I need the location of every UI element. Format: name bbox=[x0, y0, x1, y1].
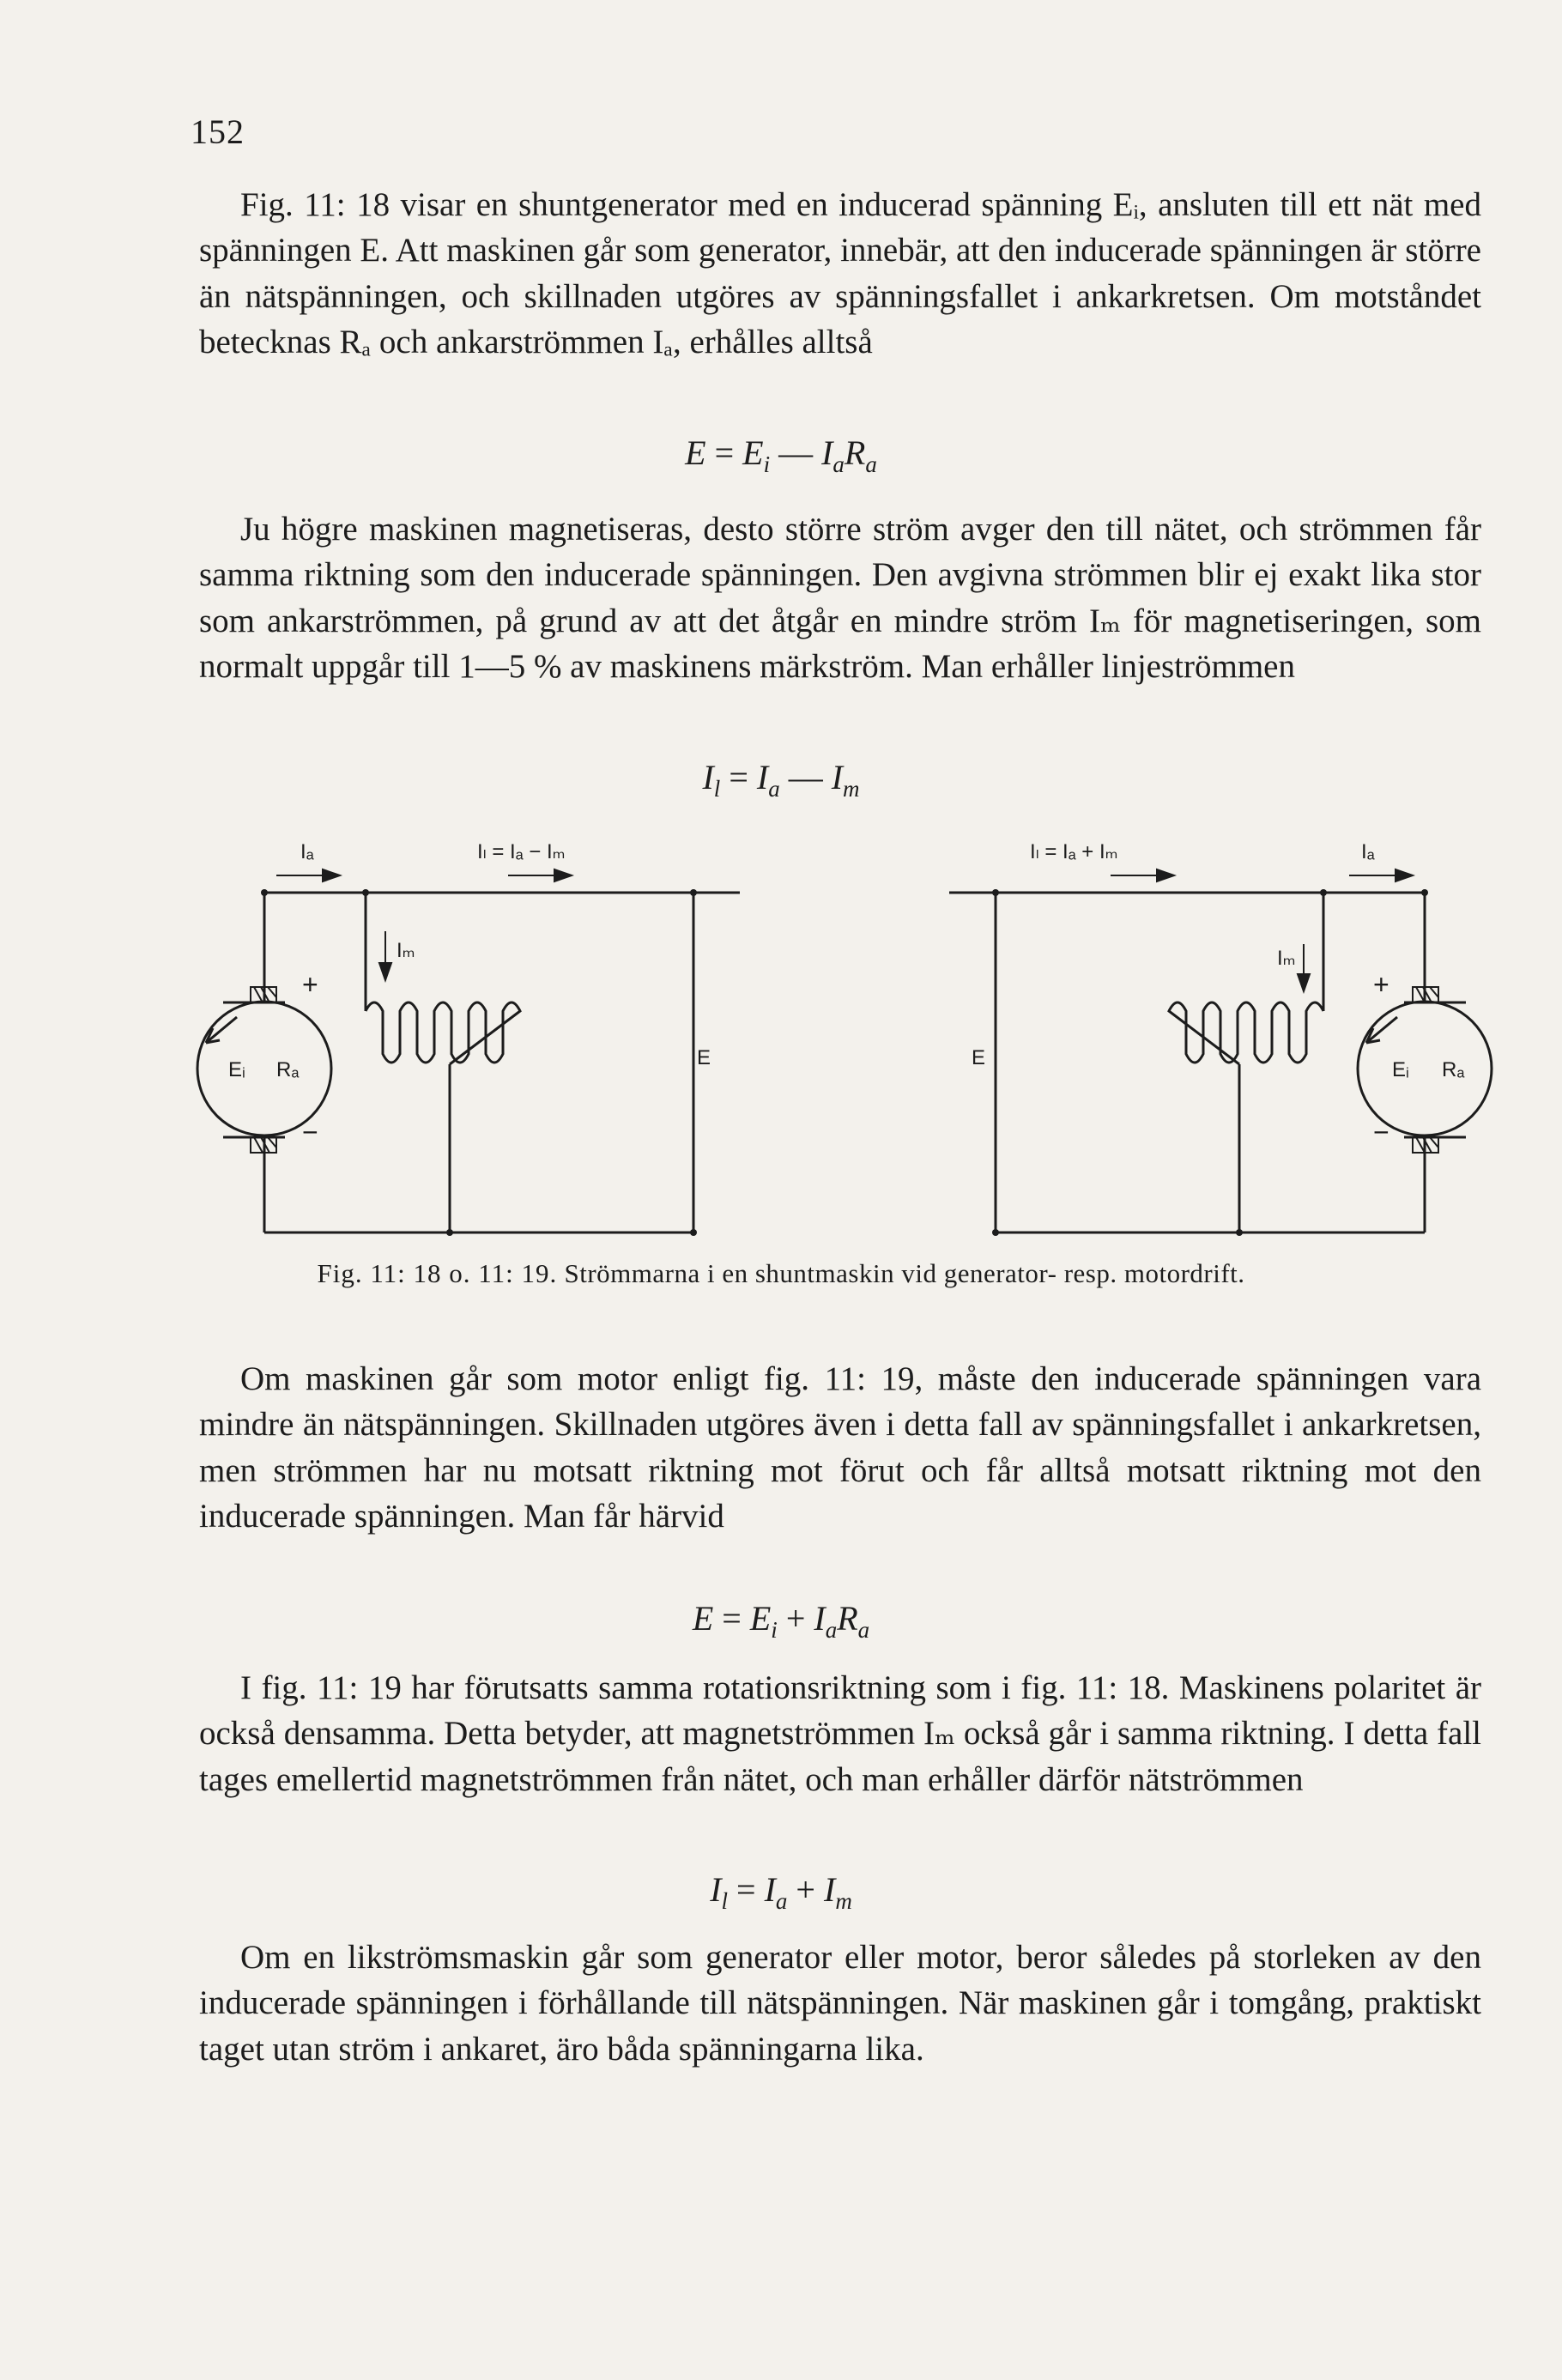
formula-4-term-2-sub: m bbox=[835, 1888, 852, 1914]
right-arrow-im bbox=[1298, 944, 1310, 991]
formula-2-equals: = bbox=[729, 758, 748, 796]
formula-3 bbox=[0, 1598, 1562, 1644]
paragraph-5-text: Om en likströmsmaskin går som generator eller motor, beror således på storleken av den inducerade spänningen i förhållande till nätspänningen. När maskinen går i tomgång, praktiskt taget utan ström i ankaret, äro båda spänningarna lika. bbox=[199, 1939, 1481, 2068]
right-arrow-ia bbox=[1349, 869, 1413, 881]
formula-1-term-1: E bbox=[742, 433, 764, 472]
right-label-plus: + bbox=[1373, 969, 1389, 1000]
formula-3-term-2a: I bbox=[814, 1599, 826, 1638]
formula-1-equals: = bbox=[714, 433, 735, 472]
formula-3-equals: = bbox=[722, 1599, 742, 1638]
formula-3-term-1-sub: i bbox=[771, 1617, 778, 1643]
paragraph-1 bbox=[199, 182, 1481, 365]
formula-4-term-1: I bbox=[764, 1870, 776, 1909]
paragraph-2 bbox=[199, 506, 1481, 689]
formula-4-term-2: I bbox=[823, 1870, 836, 1909]
current-arrows bbox=[276, 869, 1413, 991]
formula-2-lhs: I bbox=[702, 758, 714, 796]
formula-1-term-1-sub: i bbox=[763, 451, 771, 477]
left-arrow-ia bbox=[276, 869, 340, 881]
left-label-plus: + bbox=[302, 969, 318, 1000]
right-label-im: Iₘ bbox=[1277, 947, 1296, 970]
left-field-coil bbox=[366, 1002, 520, 1064]
right-label-ra: Rₐ bbox=[1442, 1058, 1465, 1081]
formula-2-operator: — bbox=[788, 758, 823, 796]
left-label-ia: Iₐ bbox=[300, 840, 314, 863]
formula-2-term-1-sub: a bbox=[768, 776, 780, 802]
formula-1 bbox=[0, 433, 1562, 478]
left-circuit bbox=[223, 893, 740, 1232]
right-arrow-il bbox=[1111, 869, 1174, 881]
left-armature-circle bbox=[197, 1002, 331, 1135]
formula-3-term-2b: R bbox=[837, 1599, 858, 1638]
paragraph-4 bbox=[199, 1665, 1481, 1802]
formula-4 bbox=[0, 1869, 1562, 1915]
right-label-ia: Iₐ bbox=[1361, 840, 1375, 863]
formula-4-lhs-sub: l bbox=[721, 1888, 729, 1914]
left-dots bbox=[261, 889, 697, 1236]
right-label-minus: − bbox=[1373, 1117, 1389, 1148]
formula-1-term-2a: I bbox=[821, 433, 833, 472]
paragraph-3-text: Om maskinen går som motor enligt fig. 11: 19, måste den inducerade spänningen vara mindre än nätspänningen. Skillnaden utgöres även i detta fall av spänningsfallet i ankarkretsen, men strömmen har nu motsatt riktning mot förut och får alltså motsatt riktning mot den inducerade spänningen. Man får härvid bbox=[199, 1360, 1481, 1535]
figure-caption-ref: Fig. 11: 18 o. 11: 19. bbox=[317, 1258, 558, 1288]
left-label-e: E bbox=[697, 1046, 711, 1069]
figure-caption bbox=[0, 1258, 1562, 1289]
formula-2-term-2-sub: m bbox=[843, 776, 860, 802]
left-label-il: Iₗ = Iₐ − Iₘ bbox=[477, 840, 566, 863]
formula-1-lhs: E bbox=[685, 433, 706, 472]
paragraph-1-text: Fig. 11: 18 visar en shuntgenerator med en inducerad spänning Eᵢ, ansluten till ett nät med spänningen E. Att maskinen går som generator, innebär, att den inducerade spänningen är större än nätspänningen, och skillnaden utgöres av spänningsfallet i ankarkretsen. Om motståndet betecknas Rₐ och ankarströmmen Iₐ, erhålles alltså bbox=[199, 186, 1481, 360]
page-number: 152 bbox=[191, 112, 245, 151]
left-brushes bbox=[251, 987, 276, 1153]
right-circuit bbox=[949, 893, 1466, 1232]
formula-2-term-2: I bbox=[831, 758, 844, 796]
formula-1-term-2a-sub: a bbox=[832, 451, 845, 477]
formula-2-term-1: I bbox=[756, 758, 769, 796]
left-label-ei: Eᵢ bbox=[228, 1058, 245, 1081]
figure-caption-text: Strömmarna i en shuntmaskin vid generator- resp. motordrift. bbox=[564, 1258, 1245, 1288]
right-brushes bbox=[1413, 987, 1438, 1153]
right-label-ei: Eᵢ bbox=[1392, 1058, 1409, 1081]
left-arrow-il bbox=[508, 869, 572, 881]
left-label-ra: Rₐ bbox=[276, 1058, 300, 1081]
left-arrow-im bbox=[379, 931, 391, 980]
formula-2-lhs-sub: l bbox=[713, 776, 721, 802]
right-label-il: Iₗ = Iₐ + Iₘ bbox=[1030, 840, 1118, 863]
formula-4-lhs: I bbox=[710, 1870, 722, 1909]
formula-3-lhs: E bbox=[692, 1599, 714, 1638]
paragraph-4-text: I fig. 11: 19 har förutsatts samma rotationsriktning som i fig. 11: 18. Maskinens polaritet är också densamma. Detta betyder, att magnetströmmen Iₘ också går i samma riktning. I detta fall tages emellertid magnetströmmen från nätet, och man erhåller därför nätströmmen bbox=[199, 1669, 1481, 1798]
left-label-im: Iₘ bbox=[397, 939, 415, 962]
formula-1-term-2b: R bbox=[844, 433, 866, 472]
formula-3-operator: + bbox=[785, 1599, 806, 1638]
formula-3-term-1: E bbox=[749, 1599, 772, 1638]
paragraph-2-text: Ju högre maskinen magnetiseras, desto större ström avger den till nätet, och strömmen får samma riktning som den inducerade spänningen. Den avgivna strömmen blir ej exakt lika stor som ankarströmmen, på grund av att det åtgår en mindre ström Iₘ för magnetiseringen, som normalt uppgår till 1—5 % av maskinens märkström. Man erhåller linjeströmmen bbox=[199, 511, 1481, 685]
formula-2 bbox=[0, 757, 1562, 802]
formula-3-term-2b-sub: a bbox=[857, 1617, 870, 1643]
formula-4-operator: + bbox=[796, 1870, 815, 1909]
right-field-coil bbox=[1169, 1002, 1323, 1064]
left-label-minus: − bbox=[302, 1117, 318, 1148]
right-armature-circle bbox=[1358, 1002, 1492, 1135]
formula-4-equals: = bbox=[736, 1870, 756, 1909]
formula-3-term-2a-sub: a bbox=[825, 1617, 838, 1643]
formula-4-term-1-sub: a bbox=[775, 1888, 788, 1914]
left-armature bbox=[197, 1002, 331, 1135]
right-dots bbox=[992, 889, 1428, 1236]
paragraph-3 bbox=[199, 1356, 1481, 1539]
paragraph-5 bbox=[199, 1935, 1481, 2072]
circuit-figure bbox=[0, 815, 1562, 1253]
formula-1-operator: — bbox=[778, 433, 814, 472]
formula-1-term-2b-sub: a bbox=[865, 451, 877, 477]
right-armature bbox=[1358, 1002, 1492, 1135]
right-label-e: E bbox=[972, 1046, 986, 1069]
